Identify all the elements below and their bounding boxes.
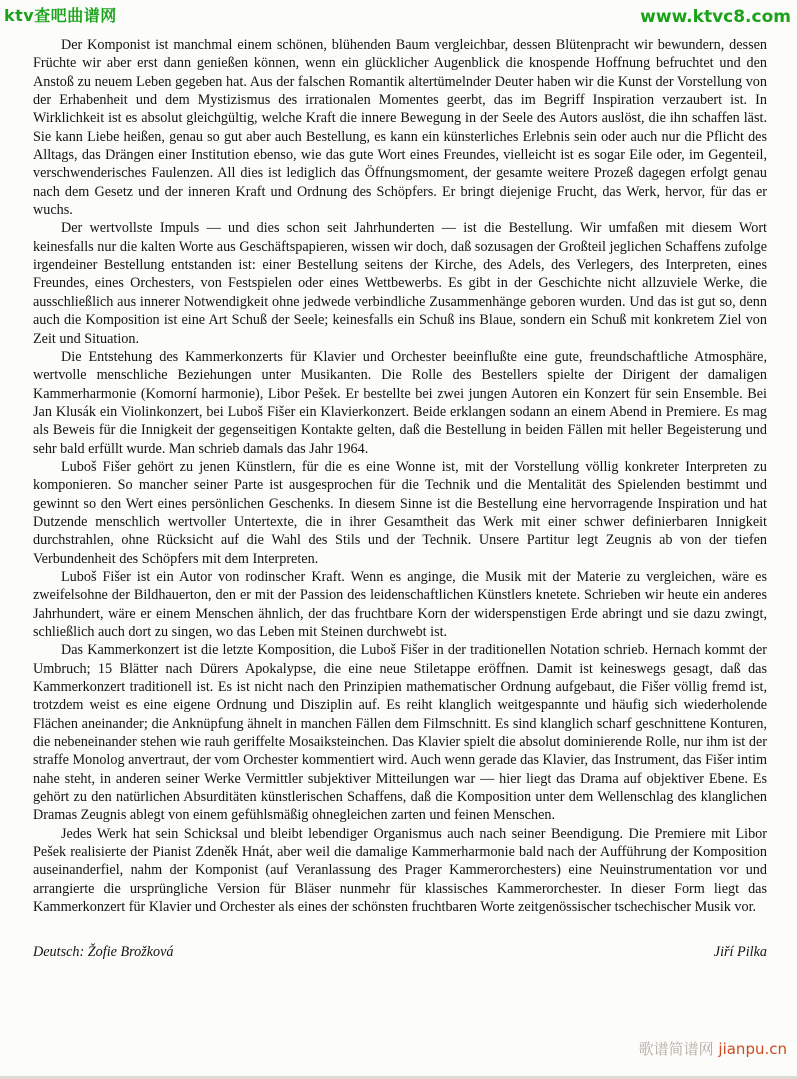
paragraph-1: Der Komponist ist manchmal einem schönen, blühenden Baum vergleichbar, dessen Blütenpracht wir bewundern, dessen Früchte wir aber erst dann genießen können, wenn ein glücklicher Augenblick die knospende Hoffnung befruchtet und den Anstoß zu neuem Leben gegeben hat. Aus der falschen Romantik altertümelnder Deuter haben wir die Kunst der Vorstellung von der Erhabenheit und dem Mystizismus des irrationalen Momentes geerbt, das im Begriff Inspiration verzaubert ist. In Wirklichkeit ist es absolut gleichgültig, welche Kraft die innere Bewegung in der Seele des Autors auslöst, die ihn schaffen läst. Sie kann Liebe heißen, genau so gut aber auch Bestellung, es kann ein künsterliches Erlebnis sein oder auch nur die Pflicht des Alltags, das Drängen einer Institution ebenso, wie das gute Wort eines Freundes, vielleicht ist es sogar Eile oder, im Gegenteil, verschwenderisches Faulenzen. All dies ist lediglich das Öffnungsmoment, der gesamte weitere Prozeß dagegen erfolgt genau nach dem Gesetz und der inneren Kraft und Ordnung des Schöpfers. Er bringt diejenige Frucht, das Werk, hervor, für das er wuchs. xyxy=(33,37,767,219)
credits-row xyxy=(33,943,767,961)
watermark-top-right-url: www.ktvc8.com xyxy=(640,7,791,27)
translator-credit: Deutsch: Žofie Brožková xyxy=(33,943,174,960)
paragraph-3: Die Entstehung des Kammerkonzerts für Klavier und Orchester beeinflußte eine gute, freundschaftliche Atmosphäre, wertvolle menschliche Beziehungen unter Musikanten. Die Rolle des Bestellers spielte der Dirigent der damaligen Kammerharmonie (Komorní harmonie), Libor Pešek. Er bestellte bei zwei jungen Autoren ein Konzert für sein Ensemble. Bei Jan Klusák ein Violinkonzert, bei Luboš Fišer ein Klavierkonzert. Beide erklangen sodann an einem Abend in Premiere. Es mag als Beweis für die Innigkeit der gegenseitigen Kontakte gelten, daß die Bestellung in beiden Fällen mit heller Begeisterung und sehr bald erfüllt wurde. Man schrieb damals das Jahr 1964. xyxy=(33,348,767,457)
watermark-site-url: jianpu.cn xyxy=(718,1040,787,1058)
paragraph-5: Luboš Fišer ist ein Autor von rodinscher Kraft. Wenn es anginge, die Musik mit der Materie zu vergleichen, wäre es zweifelsohne der Bildhauerton, den er mit der Passion des leidenschaftlichen Künstlers knetete. Schrieben wir heute ein anderes Jahrhundert, wäre er einem Menschen ähnlich, der das fruchtbare Korn der widerspenstigen Erde abringt und sie dazu zwingt, schließlich auch dort zu singen, wo das Leben mit Steinen durchwebt ist. xyxy=(33,568,767,640)
paragraph-2: Der wertvollste Impuls — und dies schon seit Jahrhunderten — ist die Bestellung. Wir umfaßen mit diesem Wort keinesfalls nur die kalten Worte aus Geschäftspapieren, wissen wir doch, daß sozusagen der Großteil jeglichen Schaffens zufolge irgendeiner Bestellung entstanden ist: einer Bestellung seitens der Kirche, des Adels, des Verlegers, des Interpreten, eines Freundes, eines Orchesters, von Festspielen oder eines Wettbewerbs. Es gibt in der Geschichte nicht allzuviele Werke, die ausschließlich aus innerer Notwendigkeit ohne jedwede verbindliche Zusammenhänge geboren wurden. Und das ist gut so, denn auch die Komposition ist eine Art Schuß der Seele; keinesfalls ein Schuß ins Blaue, sondern ein Schuß mit konkretem Ziel von Zeit und Situation. xyxy=(33,220,767,347)
author-credit: Jiří Pilka xyxy=(713,943,767,960)
liner-notes-text xyxy=(33,36,767,961)
watermark-top-left: ktv查吧曲谱网 xyxy=(4,6,117,25)
paragraph-6: Das Kammerkonzert ist die letzte Komposition, die Luboš Fišer in der traditionellen Notation schrieb. Hernach kommt der Umbruch; 15 Blätter nach Dürers Apokalypse, die eine neue Stiletappe eröffnen. Damit ist keineswegs gesagt, daß das Kammerkonzert traditionell ist. Es ist nicht nach den Prinzipien mathematischer Ordnung aufgebaut, die Fišer völlig fremd ist, trotzdem weist es eine eigene Ordnung und Disziplin auf. Es reiht klanglich weitgespannte und häufig sich wiederholende Flächen aneinander; die Anknüpfung ähnelt in manchen Fällen dem Filmschnitt. Es sind klanglich scharf geschnittene Konturen, die nebeneinander stehen wie rauh geriffelte Mosaiksteinchen. Das Klavier spielt die absolut dominierende Rolle, nur ihm ist der straffe Monolog anvertraut, der vom Orchester kommentiert wird. Auch wenn gerade das Klavier, das Instrument, das Fišer intim nahe steht, in anderen seiner Werke Vermittler subjektiver Mitteilungen war — hier liegt das Drama auf objektiver Ebene. Es gehört zu den natürlichen Absurditäten künstlerischen Schaffens, daß die Komposition unter dem Wellenschlag des klanglichen Dramas Zeugnis ablegt von einem gefühlsmäßig ohnegleichen zarten und feinen Menschen. xyxy=(33,642,767,824)
paragraph-7: Jedes Werk hat sein Schicksal und bleibt lebendiger Organismus auch nach seiner Beendigung. Die Premiere mit Libor Pešek realisierte der Pianist Zdeněk Hnát, aber weil die damalige Kammerharmonie bald nach der Aufführung der Komposition auseinanderfiel, nahm der Komponist (auf Veranlassung des Prager Kammerorchesters) eine Neuinstrumentation vor und arrangierte die ursprüngliche Version für Bläser nunmehr für klassisches Kammerorchester. In dieser Form liegt das Kammerkonzert für Klavier und Orchester als eines der schönsten fruchtbaren Worte zeitgenössischer tschechischer Musik vor. xyxy=(33,825,767,916)
watermark-site-name: 歌谱简谱网 xyxy=(638,1040,714,1058)
paragraph-4: Luboš Fišer gehört zu jenen Künstlern, für die es eine Wonne ist, mit der Vorstellung völlig konkreter Interpreten zu komponieren. So mancher seiner Parte ist ausgesprochen für die Technik und die Mentalität des Spielenden bestimmt und gewinnt so den Wert eines persönlichen Geschenks. In diesem Sinne ist die Bestellung eine hervorragende Inspiration und hat Dutzende menschlich wertvoller Untertexte, die in ihrer Gesamtheit das Werk mit einer schwer definierbaren Innigkeit durchstrahlen, ohne Rücksicht auf die Wahl des Stils und der Technik. Unsere Partitur legt Zeugnis ab von der tiefen Verbundenheit des Schöpfers mit dem Interpreten. xyxy=(33,458,767,567)
watermark-bottom-right xyxy=(639,1038,787,1059)
